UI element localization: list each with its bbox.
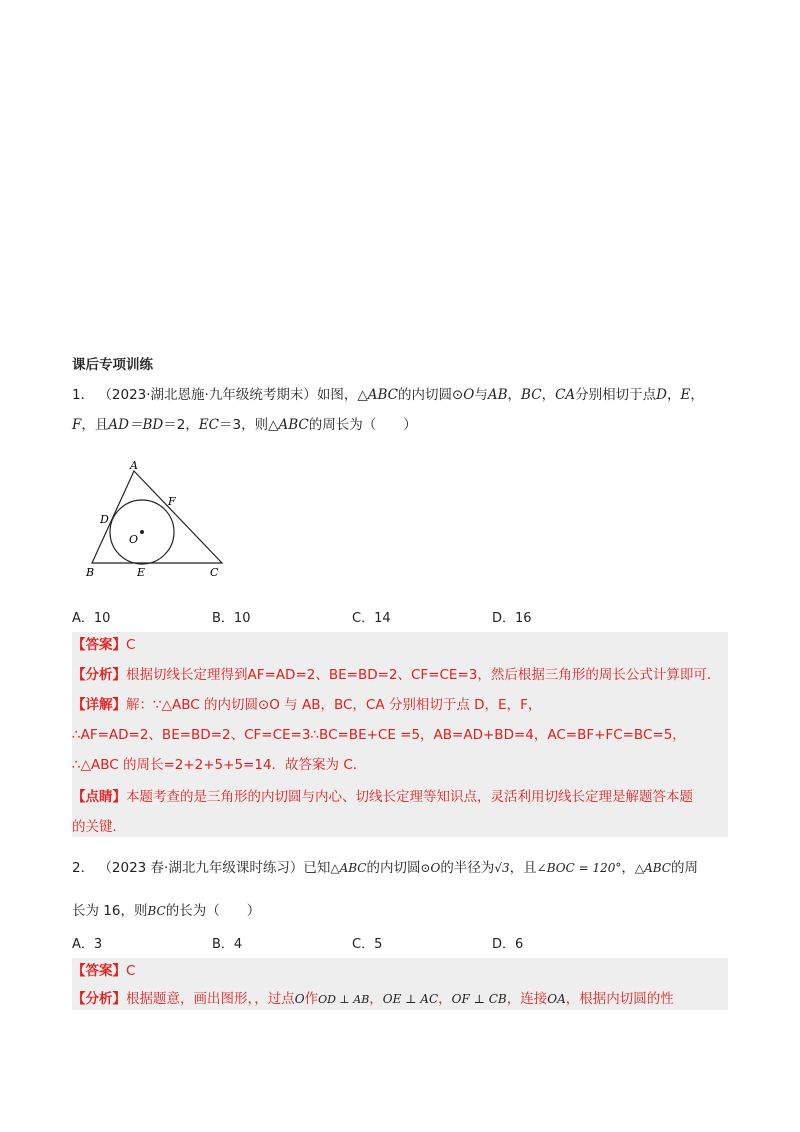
option-d[interactable] — [492, 933, 523, 952]
text: ， — [621, 860, 635, 876]
option-letter: D． — [492, 611, 516, 626]
text: 的长为（ ） — [165, 903, 261, 919]
option-c[interactable] — [352, 933, 382, 952]
comment-text: 本题考查的是三角形的内切圆与内心、切线长定理等知识点，灵活利用切线长定理是解题答本题 — [126, 789, 693, 805]
math-oa: OA — [547, 992, 566, 1006]
math-angle-boc: ∠BOC = 120° — [536, 861, 622, 875]
answer-line-2 — [72, 962, 135, 980]
answer-value: C — [126, 963, 136, 979]
option-d[interactable] — [492, 607, 532, 626]
comment-line-1 — [72, 788, 693, 806]
text: 已知 — [303, 860, 331, 876]
detail-line-2: ∴AF=AD=2、BE=BD=2、CF=CE=3∴BC=BE+CE =5，AB=AD+BD=4，AC=BF+FC=BC=5， — [72, 727, 686, 743]
option-value: 10 — [93, 611, 111, 626]
math-bc: BC — [521, 387, 542, 403]
text: ， — [690, 387, 704, 403]
text: ，且 — [509, 860, 537, 876]
math-abc: ABC — [278, 417, 309, 433]
option-value: 4 — [233, 937, 243, 952]
text: 的周长为（ ） — [308, 417, 417, 433]
label-e: E — [137, 566, 146, 579]
question-number: 2． — [72, 860, 95, 876]
option-letter: D． — [492, 937, 516, 952]
math-bc: BC — [147, 904, 166, 918]
option-b[interactable] — [212, 607, 250, 626]
option-letter: C． — [352, 611, 375, 626]
math-e: E — [680, 387, 691, 403]
math-ca: CA — [555, 387, 576, 403]
label-b: B — [86, 566, 95, 579]
text: 的半径为 — [440, 860, 495, 876]
math-triangle-abc: △ABC — [330, 861, 367, 875]
analysis-label: 【分析】 — [72, 991, 126, 1007]
text: ， — [369, 991, 383, 1007]
analysis-text: 根据题意，画出图形，，过点 — [126, 991, 295, 1007]
option-value: 14 — [374, 611, 391, 626]
analysis-line-2 — [72, 990, 674, 1009]
text: ， — [541, 387, 556, 403]
math-triangle-abc: △ABC — [634, 861, 671, 875]
detail-label: 【详解】 — [72, 697, 126, 713]
answer-value: C — [126, 637, 136, 653]
analysis-text: 根据切线长定理得到AF=AD=2、BE=BD=2、CF=CE=3，然后根据三角形的周长公式计算即可． — [126, 667, 721, 683]
option-a[interactable] — [72, 933, 102, 952]
math-o: O — [294, 992, 305, 1006]
math-d: D — [656, 387, 667, 403]
option-c[interactable] — [352, 607, 391, 626]
text: 的周 — [670, 860, 698, 876]
label-a: A — [130, 459, 138, 472]
option-letter: B． — [212, 937, 234, 952]
analysis-line-1 — [72, 666, 720, 684]
answer-label: 【答案】 — [72, 637, 126, 653]
detail-line-3: ∴△ABC 的周长=2+2+5+5=14．故答案为 C． — [72, 757, 367, 773]
question-source: （2023·湖北恩施·九年级统考期末） — [98, 387, 317, 403]
text: ＝3，则△ — [218, 417, 279, 433]
math-od-perp-ab: OD ⊥ AB — [318, 993, 370, 1006]
text: 分别相切于点 — [575, 387, 657, 403]
option-value: 3 — [93, 937, 103, 952]
math-ec: EC — [198, 417, 219, 433]
detail-text: 解：∵△ABC 的内切圆⊙O 与 AB，BC，CA 分别相切于点 D，E，F， — [126, 697, 542, 713]
question-number: 1． — [72, 387, 95, 403]
option-b[interactable] — [212, 933, 242, 952]
math-abc: ABC — [367, 387, 398, 403]
incircle-figure — [78, 455, 238, 583]
text: ＝2， — [163, 417, 199, 433]
text: ， — [507, 387, 522, 403]
question-source: （2023 春·湖北九年级课时练习） — [98, 860, 304, 876]
option-value: 6 — [515, 937, 524, 952]
comment-line-2: 的关键． — [72, 819, 126, 835]
option-letter: A． — [72, 937, 94, 952]
label-d: D — [100, 513, 109, 526]
answer-label: 【答案】 — [72, 963, 126, 979]
option-a[interactable] — [72, 607, 110, 626]
question-2-line-1 — [72, 859, 698, 877]
text: 与 — [474, 387, 488, 403]
center-point — [140, 530, 144, 534]
analysis-text: ，连接 — [506, 991, 548, 1007]
comment-label: 【点睛】 — [72, 789, 126, 805]
math-circle-o: ⊙O — [420, 861, 441, 875]
detail-line-1 — [72, 696, 541, 714]
math-sqrt3: √3 — [494, 861, 510, 875]
option-value: 5 — [374, 937, 383, 952]
text: 如图，△ — [316, 387, 368, 403]
text: ， — [438, 991, 452, 1007]
option-letter: B． — [212, 611, 234, 626]
question-1-line-2 — [72, 416, 417, 434]
math-o: O — [463, 387, 475, 403]
text: 的内切圆 — [366, 860, 421, 876]
text: ， — [666, 387, 681, 403]
analysis-text: 作 — [304, 991, 319, 1007]
label-o: O — [129, 533, 139, 546]
question-2-line-2 — [72, 902, 260, 920]
math-ad-bd: AD＝BD — [108, 417, 164, 433]
option-letter: C． — [352, 937, 375, 952]
option-value: 16 — [515, 611, 532, 626]
math-ab: AB — [487, 387, 508, 403]
option-letter: A． — [72, 611, 94, 626]
math-f: F — [72, 417, 82, 433]
math-oe-perp-ac: OE ⊥ AC — [382, 992, 439, 1006]
analysis-text: ，根据内切圆的性 — [565, 991, 674, 1007]
section-title: 课后专项训练 — [72, 357, 153, 373]
triangle-abc — [92, 471, 222, 563]
math-of-perp-cb: OF ⊥ CB — [451, 992, 507, 1006]
text: 长为 16，则 — [72, 903, 148, 919]
text: 的内切圆⊙ — [397, 387, 464, 403]
label-f: F — [168, 495, 176, 508]
analysis-label: 【分析】 — [72, 667, 126, 683]
label-c: C — [210, 566, 219, 579]
option-value: 10 — [233, 611, 251, 626]
question-1-line-1 — [72, 386, 704, 404]
answer-line-1 — [72, 636, 135, 654]
text: ，且 — [81, 417, 109, 433]
